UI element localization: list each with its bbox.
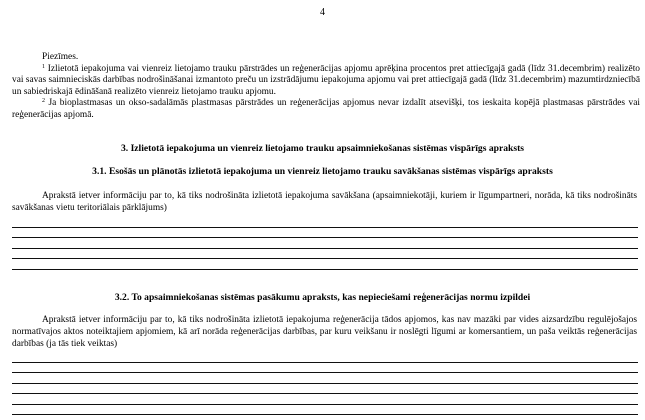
note-1-text: Izlietotā iepakojuma vai vienreiz lietojamo trauku pārstrādes un reģenerācijas apjomu aprēķina procentos pret attiecīgajā gadā (līdz 31.decembrim) realizēto vai savas saimnieciskās darbības nodrošināšanai izmantoto preču un izstrādājumu iepakojuma apjomu vai pret attiecīgajā gadā (līdz 31.decembrim) mazumtirdzniecībā un sabiedriskajā ēdināšanā realizēto vienreiz lietojamo trauku apjomu. [12,63,640,97]
section-3-2-text: Aprakstā ietver informāciju par to, kā tiks nodrošināta izlietotā iepakojuma reģenerācija tādos apjomos, kas nav mazāki par vides aizsardzību regulējošajos normatīvajos aktos noteiktajiem apjomiem, kā arī norāda reģenerācijas darbības, par kuru veikšanu ir noslēgti līgumi ar komersantiem, un paša veiktās reģenerācijas darbības (ja tās tiek veiktas) [12,315,637,349]
page-number: 4 [320,7,325,18]
note-2-number: 2 [42,98,45,105]
note-1-number: 1 [42,63,45,70]
answer-line[interactable] [12,238,638,249]
section-3-1-text: Aprakstā ietver informāciju par to, kā tiks nodrošināta izlietotā iepakojuma savākšana (apsaimniekotāji, kuriem ir līgumpartneri, norāda, kā tiks nodrošināts savākšanas vietu teritoriālais pārklājums) [12,191,637,213]
section-3-1-answer-lines[interactable] [12,217,638,270]
section-3-title: 3. Izlietotā iepakojuma un vienreiz lietojamo trauku apsaimniekošanas sistēmas vispārīgs apraksts [120,143,525,154]
notes-heading: Piezīmes. [42,52,79,62]
section-3-2-instructions [12,315,637,350]
answer-line[interactable] [12,384,638,395]
note-1 [12,64,640,99]
section-3-1-title: 3.1. Esošās un plānotās izlietotā iepakojuma un vienreiz lietojamo trauku savākšanas sistēmas vispārīgs apraksts [92,166,553,177]
note-2 [12,98,640,121]
answer-line[interactable] [12,373,638,384]
section-3-1-instructions [12,191,637,215]
answer-line[interactable] [12,217,638,228]
section-3-2-answer-lines[interactable] [12,352,638,415]
answer-line[interactable] [12,405,638,416]
answer-line[interactable] [12,394,638,405]
note-2-text: Ja bioplastmasas un okso-sadalāmās plastmasas pārstrādes un reģenerācijas apjomus nevar izdalīt atsevišķi, tos ieskaita kopējā plastmasas pārstrādes vai reģenerācijas apjomā. [12,98,640,120]
answer-line[interactable] [12,363,638,374]
answer-line[interactable] [12,249,638,260]
answer-line[interactable] [12,228,638,239]
notes-block [12,52,640,122]
answer-line[interactable] [12,259,638,270]
section-3-2-title: 3.2. To apsaimniekošanas sistēmas pasākumu apraksts, kas nepieciešami reģenerācijas normu izpildei [114,292,531,303]
answer-line[interactable] [12,352,638,363]
